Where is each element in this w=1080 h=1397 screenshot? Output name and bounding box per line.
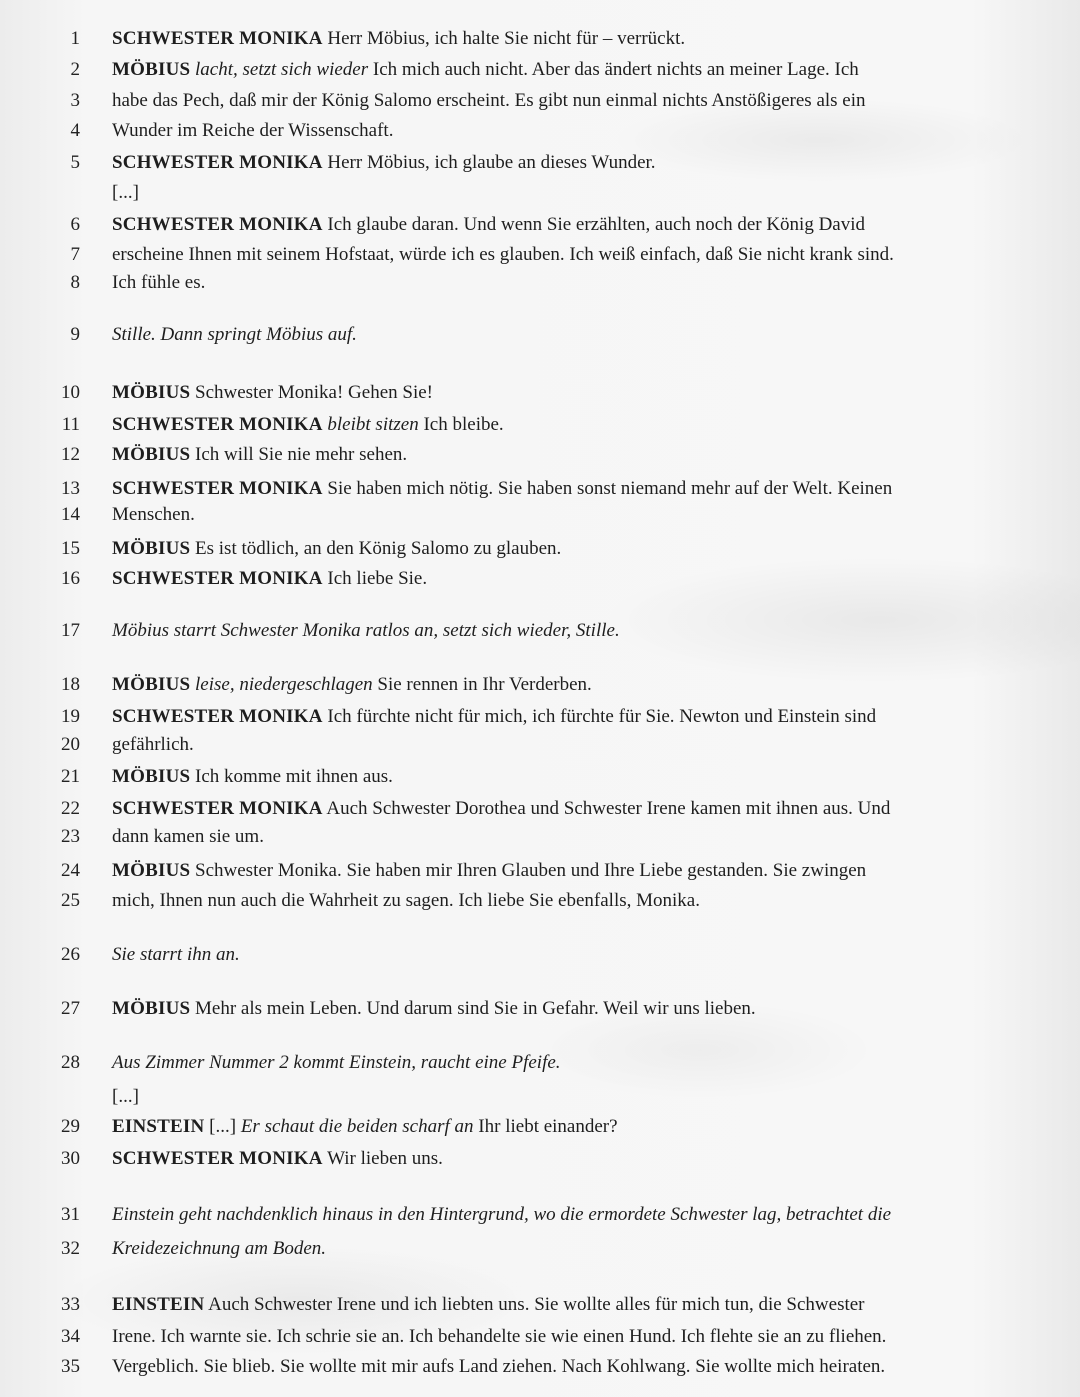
text-line	[0, 940, 1060, 970]
dialogue-text: Ich fühle es.	[112, 272, 206, 293]
line-text	[112, 320, 357, 350]
dialogue-text: Ich mich auch nicht. Aber das ändert nichts an meiner Lage. Ich	[368, 59, 859, 80]
line-text	[112, 856, 866, 886]
line-text	[112, 1352, 885, 1382]
text-line	[0, 86, 1060, 116]
dialogue-text: Sie rennen in Ihr Verderben.	[372, 674, 592, 695]
line-number: 16	[61, 568, 80, 589]
line-text	[112, 178, 139, 208]
text-line	[0, 856, 1060, 886]
line-number: 25	[61, 890, 80, 911]
stage-direction: Er schaut die beiden scharf an	[240, 1116, 474, 1137]
line-number: 29	[61, 1116, 80, 1137]
line-text	[112, 440, 407, 470]
text-line	[0, 1048, 1060, 1078]
dialogue-text: Sie haben mich nötig. Sie haben sonst niemand mehr auf der Welt. Keinen	[322, 478, 893, 499]
line-number: 35	[61, 1356, 80, 1377]
line-number: 18	[61, 674, 80, 695]
text-line	[0, 564, 1060, 594]
line-number: 30	[61, 1148, 80, 1169]
dialogue-text: Ich will Sie nie mehr sehen.	[190, 444, 408, 465]
line-number: 31	[61, 1204, 80, 1225]
line-number: 19	[61, 706, 80, 727]
text-line	[0, 1200, 1060, 1230]
line-number: 17	[61, 620, 80, 641]
dialogue-text: Ich fürchte nicht für mich, ich fürchte für Sie. Newton und Einstein sind	[322, 706, 877, 727]
text-line	[0, 534, 1060, 564]
speaker-name: MÖBIUS	[112, 860, 191, 881]
dialogue-text: Es ist tödlich, an den König Salomo zu glauben.	[190, 538, 562, 559]
text-line	[0, 24, 1060, 54]
speaker-name: SCHWESTER MONIKA	[112, 414, 323, 435]
text-line	[0, 670, 1060, 700]
text-line	[0, 1290, 1060, 1320]
line-number: 4	[70, 120, 80, 141]
line-text	[112, 1082, 139, 1112]
text-line	[0, 616, 1060, 646]
text-line	[0, 500, 1060, 530]
text-line	[0, 702, 1060, 732]
line-number: 34	[61, 1326, 80, 1347]
stage-direction: leise, niedergeschlagen	[190, 674, 373, 695]
speaker-name: MÖBIUS	[112, 674, 191, 695]
speaker-name: SCHWESTER MONIKA	[112, 1148, 323, 1169]
speaker-name: SCHWESTER MONIKA	[112, 28, 323, 49]
text-line	[0, 822, 1060, 852]
line-text	[112, 794, 890, 824]
text-line	[0, 320, 1060, 350]
dialogue-text: [...]	[112, 1086, 139, 1107]
text-line	[0, 378, 1060, 408]
text-line	[0, 1352, 1060, 1382]
stage-direction: Einstein geht nachdenklich hinaus in den Hintergrund, wo die ermordete Schwester lag, betrachtet die	[112, 1204, 892, 1225]
speaker-name: SCHWESTER MONIKA	[112, 568, 323, 589]
dialogue-text: Ich komme mit ihnen aus.	[190, 766, 393, 787]
line-text	[112, 240, 894, 270]
line-number: 33	[61, 1294, 80, 1315]
speaker-name: EINSTEIN	[112, 1116, 205, 1137]
dialogue-text: gefährlich.	[112, 734, 194, 755]
dialogue-text: Menschen.	[112, 504, 195, 525]
text-line	[0, 1144, 1060, 1174]
line-text	[112, 410, 504, 440]
line-number: 10	[61, 382, 80, 403]
line-text	[112, 1234, 326, 1264]
line-text	[112, 670, 592, 700]
text-line	[0, 1112, 1060, 1142]
line-text	[112, 730, 194, 760]
text-line	[0, 210, 1060, 240]
dialogue-text: Mehr als mein Leben. Und darum sind Sie in Gefahr. Weil wir uns lieben.	[190, 998, 756, 1019]
line-text	[112, 1144, 443, 1174]
line-number: 28	[61, 1052, 80, 1073]
dialogue-text: dann kamen sie um.	[112, 826, 264, 847]
text-line	[0, 1234, 1060, 1264]
text-line	[0, 886, 1060, 916]
line-text	[112, 1290, 865, 1320]
line-text	[112, 1112, 618, 1142]
speaker-name: SCHWESTER MONIKA	[112, 798, 323, 819]
line-text	[112, 55, 859, 85]
line-text	[112, 1200, 891, 1230]
text-line	[0, 148, 1060, 178]
text-line	[0, 794, 1060, 824]
line-text	[112, 116, 393, 146]
line-text	[112, 940, 240, 970]
stage-direction: bleibt sitzen	[322, 414, 419, 435]
speaker-name: SCHWESTER MONIKA	[112, 478, 323, 499]
text-line	[0, 116, 1060, 146]
line-number: 27	[61, 998, 80, 1019]
line-number: 8	[70, 272, 80, 293]
line-number: 26	[61, 944, 80, 965]
text-line	[0, 762, 1060, 792]
dialogue-text: Ich glaube daran. Und wenn Sie erzählten, auch noch der König David	[322, 214, 866, 235]
speaker-name: SCHWESTER MONIKA	[112, 706, 323, 727]
line-text	[112, 822, 264, 852]
stage-direction: Stille. Dann springt Möbius auf.	[112, 324, 357, 345]
speaker-name: EINSTEIN	[112, 1294, 205, 1315]
text-line	[0, 994, 1060, 1024]
stage-direction: Aus Zimmer Nummer 2 kommt Einstein, raucht eine Pfeife.	[112, 1052, 561, 1073]
line-number: 7	[70, 244, 80, 265]
line-number: 9	[70, 324, 80, 345]
dialogue-text: Herr Möbius, ich halte Sie nicht für – verrückt.	[322, 28, 686, 49]
line-text	[112, 86, 866, 116]
line-text	[112, 1048, 561, 1078]
speaker-name: MÖBIUS	[112, 444, 191, 465]
line-number: 24	[61, 860, 80, 881]
line-number: 32	[61, 1238, 80, 1259]
dialogue-text: Auch Schwester Irene und ich liebten uns. Sie wollte alles für mich tun, die Schwester	[204, 1294, 865, 1315]
line-text	[112, 886, 700, 916]
line-number: 3	[70, 90, 80, 111]
speaker-name: MÖBIUS	[112, 998, 191, 1019]
dialogue-text: Schwester Monika. Sie haben mir Ihren Glauben und Ihre Liebe gestanden. Sie zwingen	[190, 860, 867, 881]
dialogue-text: [...]	[112, 182, 139, 203]
text-line	[0, 1322, 1060, 1352]
stage-direction: Kreidezeichnung am Boden.	[112, 1238, 327, 1259]
line-number: 21	[61, 766, 80, 787]
speaker-name: MÖBIUS	[112, 538, 191, 559]
line-text	[112, 148, 656, 178]
line-text	[112, 534, 561, 564]
dialogue-text: erscheine Ihnen mit seinem Hofstaat, würde ich es glauben. Ich weiß einfach, daß Sie nicht krank sind.	[112, 244, 894, 265]
dialogue-text: Ich liebe Sie.	[322, 568, 428, 589]
text-line	[0, 240, 1060, 270]
line-text	[112, 702, 876, 732]
dialogue-text: [...]	[204, 1116, 241, 1137]
dialogue-text: Auch Schwester Dorothea und Schwester Irene kamen mit ihnen aus. Und	[322, 798, 891, 819]
text-line	[0, 410, 1060, 440]
line-number: 1	[70, 28, 80, 49]
dialogue-text: Ich bleibe.	[418, 414, 504, 435]
line-number: 11	[61, 414, 80, 435]
dialogue-text: Wunder im Reiche der Wissenschaft.	[112, 120, 394, 141]
speaker-name: MÖBIUS	[112, 59, 191, 80]
line-text	[112, 210, 865, 240]
line-number: 6	[70, 214, 80, 235]
line-text	[112, 378, 433, 408]
dialogue-text: Irene. Ich warnte sie. Ich schrie sie an. Ich behandelte sie wie einen Hund. Ich flehte sie an zu fliehen.	[112, 1326, 887, 1347]
stage-direction: Sie starrt ihn an.	[112, 944, 240, 965]
speaker-name: MÖBIUS	[112, 766, 191, 787]
stage-direction: lacht, setzt sich wieder	[190, 59, 369, 80]
text-line	[0, 55, 1060, 85]
dialogue-text: Herr Möbius, ich glaube an dieses Wunder.	[322, 152, 656, 173]
speaker-name: SCHWESTER MONIKA	[112, 214, 323, 235]
dialogue-text: Vergeblich. Sie blieb. Sie wollte mit mir aufs Land ziehen. Nach Kohlwang. Sie wollte mich heiraten.	[112, 1356, 886, 1377]
speaker-name: MÖBIUS	[112, 382, 191, 403]
dialogue-text: Wir lieben uns.	[322, 1148, 443, 1169]
text-line	[0, 440, 1060, 470]
line-number: 5	[70, 152, 80, 173]
line-number: 2	[70, 59, 80, 80]
dialogue-text: habe das Pech, daß mir der König Salomo erscheint. Es gibt nun einmal nichts Anstößigeres als ein	[112, 90, 866, 111]
line-number: 20	[61, 734, 80, 755]
text-line	[0, 268, 1060, 298]
line-text	[112, 762, 393, 792]
line-number: 12	[61, 444, 80, 465]
line-text	[112, 1322, 886, 1352]
line-text	[112, 500, 195, 530]
dialogue-text: Ihr liebt einander?	[473, 1116, 618, 1137]
text-line	[0, 1082, 1060, 1112]
dialogue-text: Schwester Monika! Gehen Sie!	[190, 382, 433, 403]
line-text	[112, 268, 205, 298]
line-text	[112, 564, 427, 594]
line-number: 23	[61, 826, 80, 847]
line-number: 15	[61, 538, 80, 559]
line-text	[112, 994, 756, 1024]
stage-direction: Möbius starrt Schwester Monika ratlos an, setzt sich wieder, Stille.	[112, 620, 620, 641]
line-number: 13	[61, 478, 80, 499]
speaker-name: SCHWESTER MONIKA	[112, 152, 323, 173]
text-line	[0, 178, 1060, 208]
dialogue-text: mich, Ihnen nun auch die Wahrheit zu sagen. Ich liebe Sie ebenfalls, Monika.	[112, 890, 700, 911]
line-text	[112, 24, 685, 54]
text-line	[0, 730, 1060, 760]
line-number: 22	[61, 798, 80, 819]
line-number: 14	[61, 504, 80, 525]
line-text	[112, 616, 620, 646]
